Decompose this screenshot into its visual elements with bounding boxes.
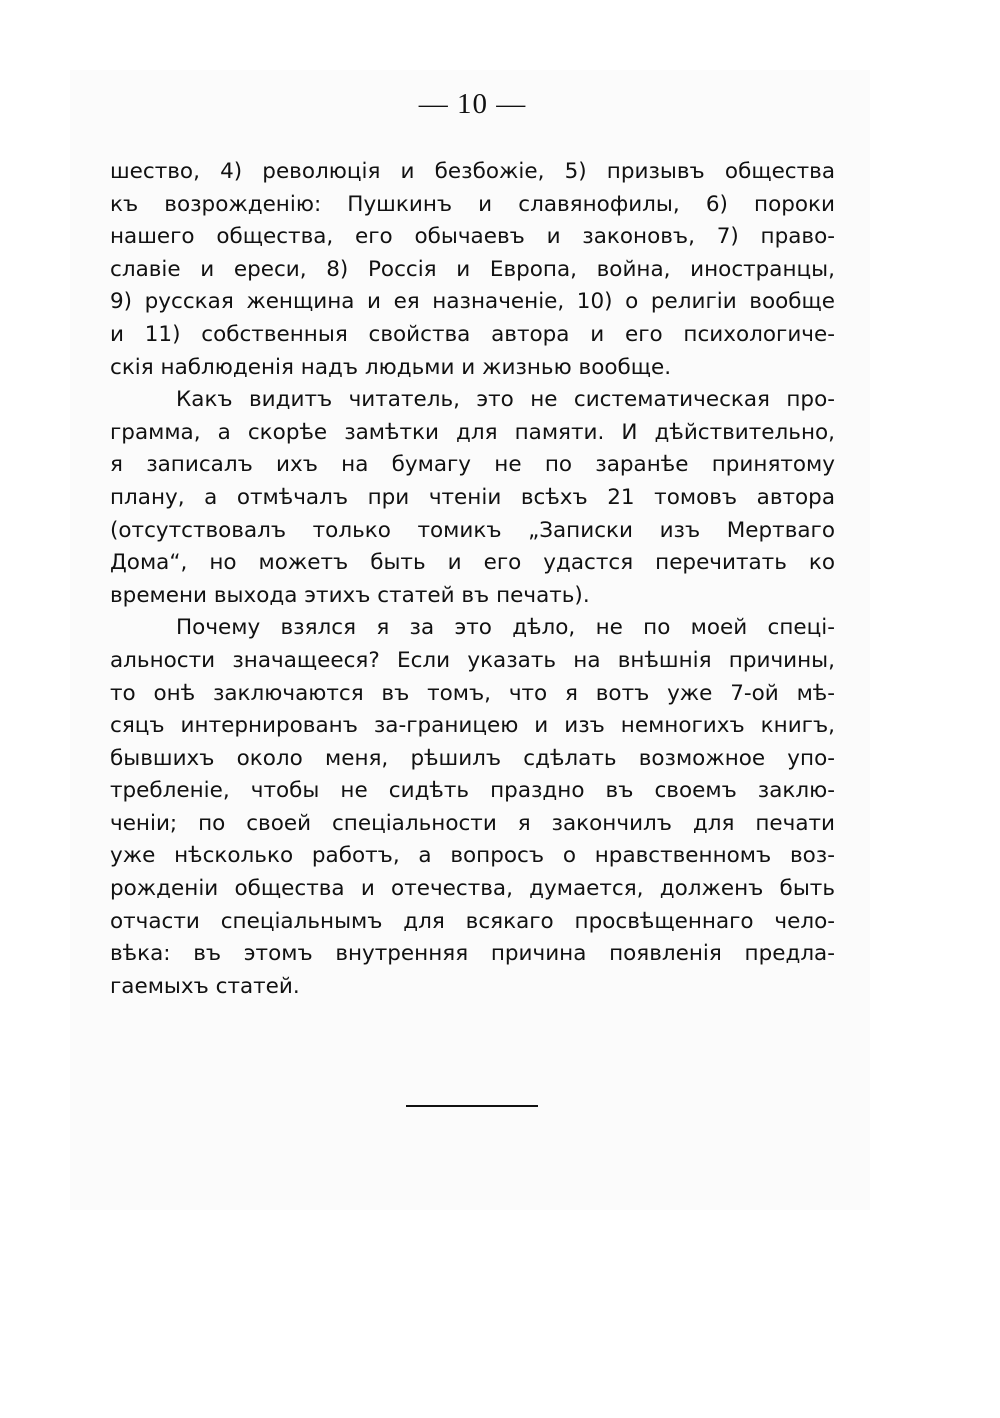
text-line: рожденіи общества и отечества, думается, долженъ быть <box>110 876 835 902</box>
text-line: славіе и ереси, 8) Россія и Европа, война, иностранцы, <box>110 256 835 282</box>
text-line: Какъ видитъ читатель, это не систематическая про- <box>176 387 835 413</box>
text-line: гаемыхъ статей. <box>110 973 300 999</box>
text-line: вѣка: въ этомъ внутренняя причина появленія предла- <box>110 941 835 967</box>
paragraph-2 <box>110 384 835 612</box>
text-line: то онѣ заключаются въ томъ, что я вотъ уже 7-ой мѣ- <box>110 680 835 706</box>
text-line: времени выхода этихъ статей въ печать). <box>110 582 590 608</box>
body-text <box>110 156 835 1003</box>
text-line: шество, 4) революція и безбожіе, 5) призывъ общества <box>110 159 835 184</box>
text-line: къ возрожденію: Пушкинъ и славянофилы, 6) пороки <box>110 191 835 217</box>
text-line: Дома“, но можетъ быть и его удастся перечитать ко <box>110 550 835 576</box>
text-line: требленіе, чтобы не сидѣть праздно въ своемъ заклю- <box>110 778 835 804</box>
text-line: сяцъ интернированъ за-границею и изъ немногихъ книгъ, <box>110 713 835 739</box>
paragraph-1 <box>110 156 835 384</box>
text-line: Почему взялся я за это дѣло, не по моей спеці- <box>176 615 835 641</box>
text-line: и 11) собственныя свойства автора и его психологиче- <box>110 321 835 347</box>
text-line: 9) русская женщина и ея назначеніе, 10) о религіи вообще <box>110 289 835 315</box>
text-line: отчасти спеціальнымъ для всякаго просвѣщеннаго чело- <box>110 908 835 934</box>
text-line: грамма, а скорѣе замѣтки для памяти. И дѣйствительно, <box>110 419 835 445</box>
text-line: я записалъ ихъ на бумагу не по заранѣе принятому <box>110 452 835 478</box>
text-line: альности значащееся? Если указать на внѣшнія причины, <box>110 647 835 673</box>
paragraph-3 <box>110 612 835 1003</box>
text-line: уже нѣсколько работъ, а вопросъ о нравственномъ воз- <box>110 843 835 869</box>
text-line: ченіи; по своей спеціальности я закончилъ для печати <box>110 810 835 836</box>
page-number: — 10 — <box>418 88 527 120</box>
section-end-rule <box>406 1105 538 1107</box>
text-line: нашего общества, его обычаевъ и законовъ, 7) право- <box>110 224 835 250</box>
text-line: плану, а отмѣчалъ при чтеніи всѣхъ 21 томовъ автора <box>110 484 835 510</box>
text-line: (отсутствовалъ только томикъ „Записки изъ Мертваго <box>110 517 835 543</box>
text-line: скія наблюденія надъ людьми и жизнью вообще. <box>110 354 672 380</box>
text-line: бывшихъ около меня, рѣшилъ сдѣлать возможное упо- <box>110 745 835 771</box>
